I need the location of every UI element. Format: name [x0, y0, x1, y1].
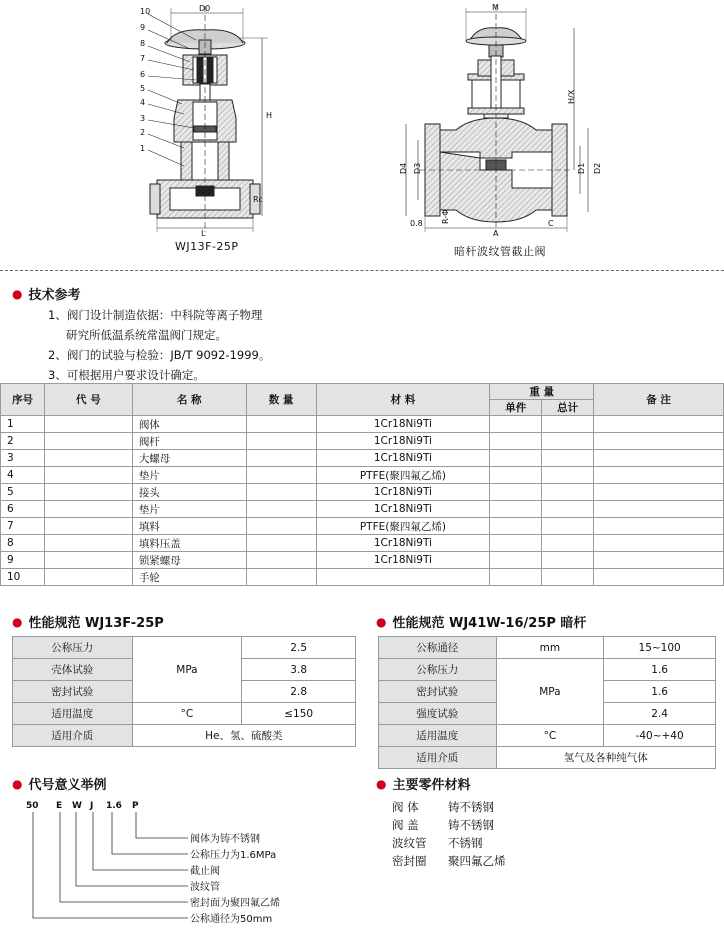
header-weight: 重 量 — [490, 384, 594, 400]
bullet-icon: ● — [12, 614, 23, 629]
header-no: 序号 — [1, 384, 45, 416]
part-callout: 7 — [140, 54, 146, 63]
list-item: 密封圈 聚四氟乙烯 — [392, 854, 506, 868]
part-callout: 10 — [140, 7, 151, 16]
table-row: 6 垫片 1Cr18Ni9Ti — [1, 501, 724, 518]
part-callout: 9 — [140, 23, 146, 32]
header-qty: 数 量 — [246, 384, 316, 416]
materials-section-title: ● 主要零件材料 — [376, 776, 471, 793]
left-figure-caption: WJ13F-25P — [175, 240, 239, 253]
tech-line: 研究所低温系统常温阀门规定。 — [66, 328, 227, 342]
table-row: 3 大螺母 1Cr18Ni9Ti — [1, 450, 724, 467]
dim-r: R-Φ — [441, 209, 450, 224]
right-figure-caption: 暗杆波纹管截止阀 — [454, 245, 546, 258]
dim-d0: D0 — [199, 4, 211, 13]
spec-left-table: 公称压力 MPa 2.5 壳体试验 3.8 密封试验 2.8 适用温度 °C ≤150 适用介质 He、氢、硫酸类 — [12, 636, 356, 747]
part-callout: 5 — [140, 84, 146, 93]
code-symbol: W — [72, 801, 82, 811]
table-row: 8 填料压盖 1Cr18Ni9Ti — [1, 535, 724, 552]
spec-right-table: 公称通径 mm 15~100 公称压力 MPa 1.6 密封试验 1.6 强度试验 2.4 适用温度 °C -40~+40 适用介质 氢气及各种纯气体 — [378, 636, 716, 769]
code-meaning: 公称压力为1.6MPa — [190, 850, 277, 861]
right-valve-drawing — [406, 5, 588, 232]
dim-c: C — [548, 219, 554, 228]
spec-right-title: ● 性能规范 WJ41W-16/25P 暗杆 — [376, 614, 587, 631]
left-valve-drawing — [148, 6, 268, 232]
code-meaning: 密封面为聚四氟乙烯 — [190, 898, 280, 909]
code-symbol: 50 — [26, 801, 39, 811]
bullet-icon: ● — [12, 776, 23, 791]
header-material: 材 料 — [316, 384, 490, 416]
part-callout: 6 — [140, 70, 146, 79]
dim-m: M — [492, 3, 499, 12]
table-row: 2 阀杆 1Cr18Ni9Ti — [1, 433, 724, 450]
table-row: 4 垫片 PTFE(聚四氟乙烯) — [1, 467, 724, 484]
code-symbol: J — [90, 801, 94, 811]
dim-f: 0.8 — [410, 219, 423, 228]
header-total: 总计 — [542, 400, 594, 416]
code-meaning: 截止阀 — [190, 866, 220, 877]
tech-line: 1、阀门设计制造依据：中科院等离子物理 — [48, 308, 263, 322]
list-item: 波纹管 不锈钢 — [392, 836, 483, 850]
materials-list — [392, 798, 506, 870]
table-row: 7 填料 PTFE(聚四氟乙烯) — [1, 518, 724, 535]
part-callout: 8 — [140, 39, 146, 48]
part-callout: 1 — [140, 144, 146, 153]
tech-notes — [48, 305, 270, 385]
tech-line: 2、阀门的试验与检验：JB/T 9092-1999。 — [48, 348, 271, 362]
header-unit: 单件 — [490, 400, 542, 416]
dim-h: H — [266, 111, 273, 120]
valve-drawings — [0, 0, 724, 268]
spec-left-title: ● 性能规范 WJ13F-25P — [12, 614, 164, 631]
header-code: 代 号 — [44, 384, 132, 416]
part-callout: 2 — [140, 128, 146, 137]
section-divider — [0, 270, 724, 271]
dim-a: A — [493, 229, 499, 238]
table-row: 10 手轮 — [1, 569, 724, 586]
dim-hx: H/X — [567, 89, 576, 104]
code-meaning: 波纹管 — [190, 882, 220, 893]
list-item: 阀 体 铸不锈钢 — [392, 800, 494, 814]
bullet-icon: ● — [12, 286, 23, 301]
code-diagram — [20, 796, 350, 926]
list-item: 阀 盖 铸不锈钢 — [392, 818, 494, 832]
code-section-title: ● 代号意义举例 — [12, 776, 107, 793]
parts-table — [0, 383, 724, 586]
dim-rc: Rc — [253, 195, 263, 204]
dim-d4: D4 — [399, 162, 408, 174]
dim-d3: D3 — [413, 162, 422, 174]
part-callout: 4 — [140, 98, 146, 107]
header-remark: 备 注 — [594, 384, 724, 416]
code-symbol: P — [132, 801, 139, 811]
part-callout: 3 — [140, 114, 146, 123]
code-symbol: E — [56, 801, 63, 811]
tech-section-title: ● 技术参考 — [12, 286, 81, 303]
table-row: 5 接头 1Cr18Ni9Ti — [1, 484, 724, 501]
table-row: 1 阀体 1Cr18Ni9Ti — [1, 416, 724, 433]
tech-line: 3、可根据用户要求设计确定。 — [48, 368, 205, 382]
header-name: 名 称 — [132, 384, 246, 416]
code-meaning: 阀体为铸不锈钢 — [190, 834, 260, 845]
bullet-icon: ● — [376, 614, 387, 629]
dim-d1: D1 — [577, 162, 586, 174]
code-meaning: 公称通径为50mm — [190, 914, 273, 925]
bullet-icon: ● — [376, 776, 387, 791]
dim-l: L — [201, 229, 206, 238]
dim-d2: D2 — [593, 162, 602, 174]
code-symbol: 1.6 — [106, 801, 122, 811]
table-row: 9 锁紧螺母 1Cr18Ni9Ti — [1, 552, 724, 569]
